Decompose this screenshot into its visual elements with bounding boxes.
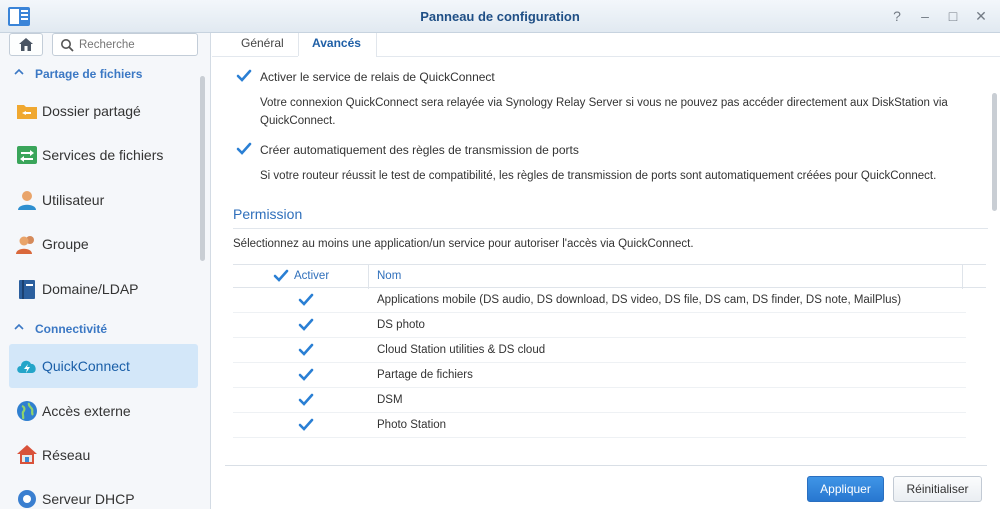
sidebar-item-dhcp-server[interactable] [9, 477, 198, 509]
sidebar-item-external-access[interactable] [9, 389, 198, 433]
content-divider [225, 465, 987, 466]
apply-button[interactable]: Appliquer [807, 476, 884, 502]
row-name: Photo Station [377, 419, 447, 431]
home-icon [10, 34, 42, 55]
quickconnect-icon [16, 355, 38, 377]
window-title: Panneau de configuration [420, 9, 580, 24]
relay-service-description-2: QuickConnect. [260, 115, 336, 127]
tab-divider [298, 33, 299, 57]
main-panel [212, 33, 1000, 509]
tab-bar [212, 33, 1000, 57]
sidebar-item-shared-folder[interactable] [9, 89, 198, 133]
section-connectivity[interactable] [0, 318, 200, 342]
close-button[interactable]: ✕ [975, 8, 987, 24]
section-file-sharing[interactable] [0, 63, 200, 87]
table-row[interactable] [233, 338, 966, 363]
section-label: Connectivité [35, 322, 108, 336]
user-icon [16, 189, 38, 211]
sidebar-item-domain-ldap[interactable] [9, 267, 198, 311]
table-row[interactable] [233, 313, 966, 338]
sidebar-item-label: Dossier partagé [42, 103, 141, 119]
chevron-up-icon [13, 321, 25, 333]
tab-general[interactable]: Général [241, 36, 284, 50]
column-header-name[interactable]: Nom [377, 270, 402, 282]
title-bar [0, 0, 1000, 33]
sidebar-item-user[interactable] [9, 178, 198, 222]
dhcp-server-icon [16, 488, 38, 509]
permission-divider [233, 228, 988, 229]
table-row[interactable] [233, 288, 966, 313]
search-box[interactable] [52, 33, 198, 56]
sidebar-item-file-services[interactable] [9, 133, 198, 177]
folder-share-icon [16, 100, 38, 122]
select-all-checkbox[interactable] [273, 268, 289, 284]
tab-divider [376, 33, 377, 57]
external-access-icon [16, 400, 38, 422]
permission-title: Permission [233, 206, 303, 222]
section-label: Partage de fichiers [35, 67, 143, 81]
relay-service-checkbox[interactable] [236, 68, 252, 84]
maximize-button[interactable]: □ [948, 8, 958, 24]
content-scrollbar[interactable] [992, 93, 997, 211]
port-forwarding-label: Créer automatiquement des règles de transmission de ports [260, 143, 579, 157]
table-row[interactable] [233, 363, 966, 388]
sidebar-item-label: Domaine/LDAP [42, 281, 139, 297]
search-icon [60, 38, 74, 52]
sidebar-item-label: Groupe [42, 236, 89, 252]
row-checkbox[interactable] [298, 292, 314, 308]
search-input[interactable] [79, 36, 194, 53]
row-name: Cloud Station utilities & DS cloud [377, 344, 546, 356]
network-icon [16, 444, 38, 466]
column-divider [368, 265, 369, 289]
row-name: Applications mobile (DS audio, DS download, DS video, DS file, DS cam, DS finder, DS note, MailPlus) [377, 294, 902, 306]
table-header [233, 264, 986, 288]
table-row[interactable] [233, 413, 966, 438]
tab-advanced[interactable]: Avancés [312, 36, 361, 50]
port-forwarding-description: Si votre routeur réussit le test de compatibilité, les règles de transmission de ports sont automatiquement créées pour QuickConnect. [260, 170, 937, 182]
sidebar [0, 33, 211, 509]
sidebar-item-label: Serveur DHCP [42, 491, 135, 507]
sidebar-item-group[interactable] [9, 222, 198, 266]
sidebar-item-label: QuickConnect [42, 358, 130, 374]
group-icon [16, 233, 38, 255]
row-name: DSM [377, 394, 403, 406]
minimize-button[interactable]: – [921, 8, 929, 24]
row-checkbox[interactable] [298, 417, 314, 433]
relay-service-description: Votre connexion QuickConnect sera relayée via Synology Relay Server si vous ne pouvez pas accéder directement aux DiskStation via [260, 97, 948, 109]
row-checkbox[interactable] [298, 367, 314, 383]
sidebar-item-label: Services de fichiers [42, 147, 164, 163]
row-checkbox[interactable] [298, 342, 314, 358]
permission-instruction: Sélectionnez au moins une application/un service pour autoriser l'accès via QuickConnect. [233, 238, 694, 250]
relay-service-label: Activer le service de relais de QuickConnect [260, 70, 495, 84]
column-header-enable[interactable]: Activer [294, 270, 330, 282]
table-row[interactable] [233, 388, 966, 413]
sidebar-item-quickconnect[interactable] [9, 344, 198, 388]
reset-button[interactable]: Réinitialiser [893, 476, 982, 502]
domain-ldap-icon [16, 278, 38, 300]
help-button[interactable]: ? [893, 8, 901, 24]
row-checkbox[interactable] [298, 392, 314, 408]
chevron-up-icon [13, 66, 25, 78]
port-forwarding-checkbox[interactable] [236, 141, 252, 157]
sidebar-item-label: Utilisateur [42, 192, 105, 208]
sidebar-item-label: Accès externe [42, 403, 131, 419]
file-services-icon [16, 144, 38, 166]
sidebar-item-network[interactable] [9, 433, 198, 477]
sidebar-item-label: Réseau [42, 447, 91, 463]
row-name: Partage de fichiers [377, 369, 473, 381]
column-divider [962, 265, 963, 289]
row-name: DS photo [377, 319, 425, 331]
sidebar-scrollbar[interactable] [200, 76, 205, 261]
row-checkbox[interactable] [298, 317, 314, 333]
permission-table [233, 264, 986, 444]
home-button[interactable] [9, 33, 43, 56]
active-tab-indicator [298, 56, 376, 58]
